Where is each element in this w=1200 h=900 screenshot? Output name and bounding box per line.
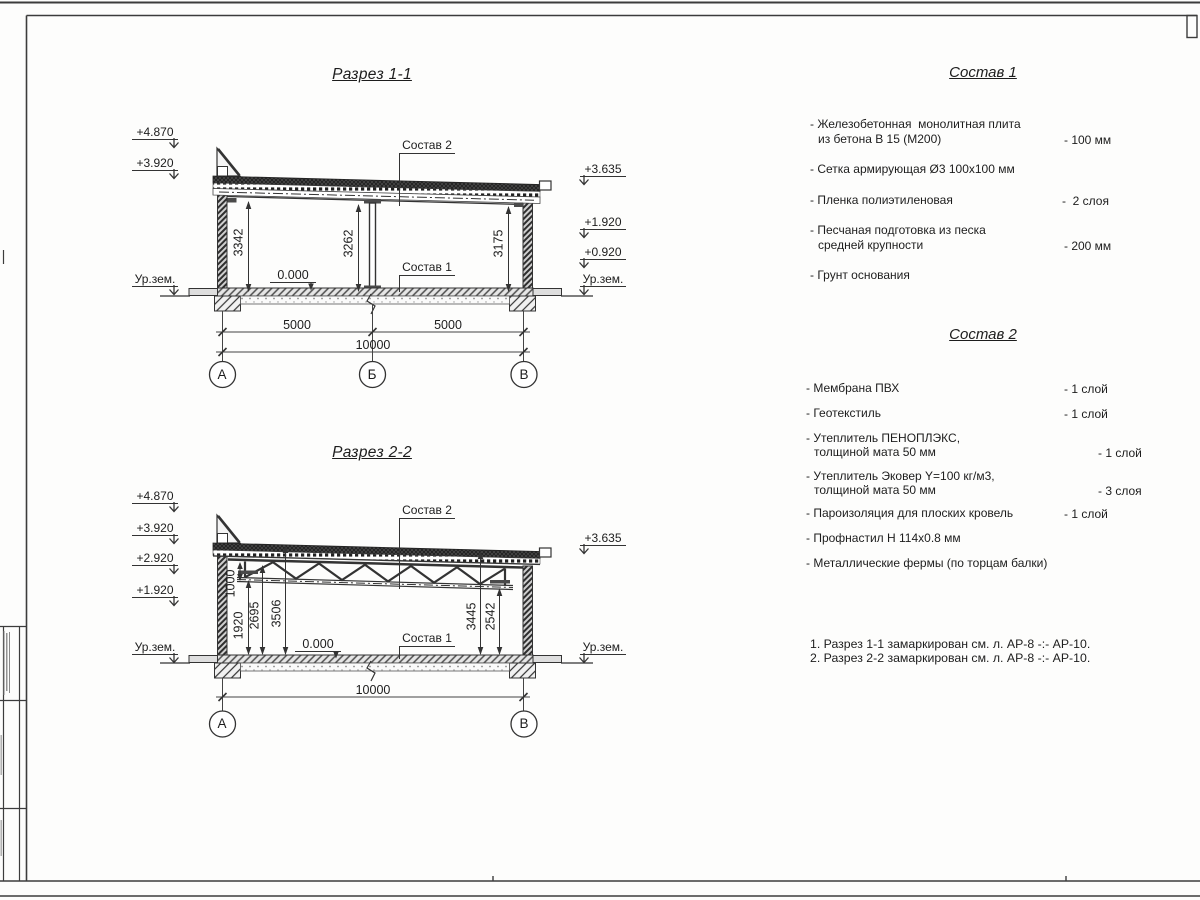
level-arrow-icon (167, 534, 181, 548)
list-item-value: - 2 слоя (1062, 194, 1109, 208)
elevation-mark (132, 125, 178, 140)
axis-bubble-a: А (217, 716, 227, 731)
dimension-label: 3445 (464, 602, 479, 631)
margin-stamp-text (1, 631, 11, 856)
sostav2-leader-label: Состав 2 (399, 503, 455, 519)
list-item-line: - Грунт основания (810, 268, 910, 282)
axis-bubble-v: В (519, 716, 529, 731)
elevation-value: +1.920 (584, 215, 622, 229)
elevation-mark (132, 583, 178, 598)
elevation-value: +3.920 (136, 156, 174, 170)
zero-level-mark: 0.000 (270, 268, 316, 283)
list-item-value: - 3 слоя (1098, 484, 1142, 498)
sostav1-title: Состав 1 (949, 64, 1017, 81)
axis-bubble-b: Б (367, 367, 377, 382)
list-item-line: - Утеплитель ПЕНОПЛЭКС, (806, 431, 961, 445)
level-arrow-icon (167, 502, 181, 516)
dimension-label: 1000 (223, 569, 238, 598)
list-item-line: толщиной мата 50 мм (814, 483, 936, 497)
note-line: 2. Разрез 2-2 замаркирован см. л. АР-8 -:- АР-10. (810, 651, 1091, 665)
level-arrow-icon (577, 175, 591, 189)
list-item-line: из бетона В 15 (М200) (818, 132, 942, 146)
list-item-value: - 100 мм (1064, 133, 1112, 147)
ground-level-mark (132, 272, 178, 287)
level-arrow-icon (167, 138, 181, 152)
ground-label: Ур.зем. (134, 640, 176, 654)
elevation-value: +3.635 (584, 531, 622, 545)
elevation-value: +3.635 (584, 162, 622, 176)
list-item-line: - Утеплитель Эковер Y=100 кг/м3, (806, 469, 995, 483)
ground-level-mark (580, 640, 626, 655)
level-arrow-icon (167, 564, 181, 578)
ground-label: Ур.зем. (582, 272, 624, 286)
list-item-line: - Пароизоляция для плоских кровель (806, 506, 1014, 520)
dimension-label: 5000 (434, 318, 462, 332)
elevation-mark (580, 245, 626, 260)
elevation-mark (132, 156, 178, 171)
sostav1-leader-label: Состав 1 (399, 631, 455, 647)
elevation-value: +1.920 (136, 583, 174, 597)
elevation-value: +4.870 (136, 489, 174, 503)
level-arrow-icon (577, 258, 591, 272)
section2-title: Разрез 2-2 (332, 444, 412, 461)
elevation-mark (580, 162, 626, 177)
dimension-label: 2542 (483, 602, 498, 631)
list-item-line: средней крупности (818, 238, 924, 252)
list-item-value: - 1 слой (1098, 446, 1142, 460)
dimension-label: 3175 (491, 229, 506, 258)
ground-label: Ур.зем. (582, 640, 624, 654)
dimension-label: 3342 (231, 228, 246, 257)
list-item-line: - Железобетонная монолитная плита (810, 117, 1021, 131)
level-arrow-icon (167, 653, 181, 667)
section2-linework (160, 515, 593, 737)
zero-level-mark: 0.000 (295, 637, 341, 652)
ground-label: Ур.зем. (134, 272, 176, 286)
dimension-label: 3506 (269, 599, 284, 628)
list-item-line: толщиной мата 50 мм (814, 445, 936, 459)
axis-bubble-v: В (519, 367, 529, 382)
dimension-label: 2695 (247, 601, 262, 630)
dimension-label: 5000 (283, 318, 311, 332)
dimension-label: 10000 (355, 683, 391, 697)
dimension-label: 10000 (355, 338, 391, 352)
list-item-line: - Профнастил Н 114х0.8 мм (806, 531, 961, 545)
sostav2-title: Состав 2 (949, 326, 1017, 343)
list-item-value: - 1 слой (1064, 407, 1108, 421)
elevation-mark (580, 531, 626, 546)
ground-level-mark (132, 640, 178, 655)
list-item-line: - Пленка полиэтиленовая (810, 193, 953, 207)
list-item-line: - Песчаная подготовка из песка (810, 223, 986, 237)
note-line: 1. Разрез 1-1 замаркирован см. л. АР-8 -:- АР-10. (810, 637, 1091, 651)
level-arrow-icon (577, 653, 591, 667)
list-item-line: - Геотекстиль (806, 406, 881, 420)
elevation-mark (132, 521, 178, 536)
elevation-mark (132, 489, 178, 504)
list-item-value: - 200 мм (1064, 239, 1112, 253)
level-arrow-icon (167, 169, 181, 183)
elevation-value: +3.920 (136, 521, 174, 535)
list-item-value: - 1 слой (1064, 507, 1108, 521)
sheet-frame (0, 3, 1200, 897)
sostav1-leader-label: Состав 1 (399, 260, 455, 276)
elevation-value: +4.870 (136, 125, 174, 139)
level-arrow-icon (167, 285, 181, 299)
sostav2-leader-label: Состав 2 (399, 138, 455, 154)
dimension-label: 3262 (341, 229, 356, 258)
level-arrow-icon (577, 228, 591, 242)
list-item-line: - Мембрана ПВХ (806, 381, 900, 395)
elevation-mark (580, 215, 626, 230)
level-arrow-icon (577, 544, 591, 558)
level-arrow-icon (167, 596, 181, 610)
section1-title: Разрез 1-1 (332, 66, 412, 83)
axis-bubble-a: А (217, 367, 227, 382)
list-item-line: - Сетка армирующая Ø3 100х100 мм (810, 162, 1015, 176)
elevation-value: +0.920 (584, 245, 622, 259)
elevation-mark (132, 551, 178, 566)
elevation-value: +2.920 (136, 551, 174, 565)
list-item-value: - 1 слой (1064, 382, 1108, 396)
list-item-line: - Металлические фермы (по торцам балки) (806, 556, 1048, 570)
level-arrow-icon (577, 285, 591, 299)
ground-level-mark (580, 272, 626, 287)
dimension-label: 1920 (231, 611, 246, 640)
